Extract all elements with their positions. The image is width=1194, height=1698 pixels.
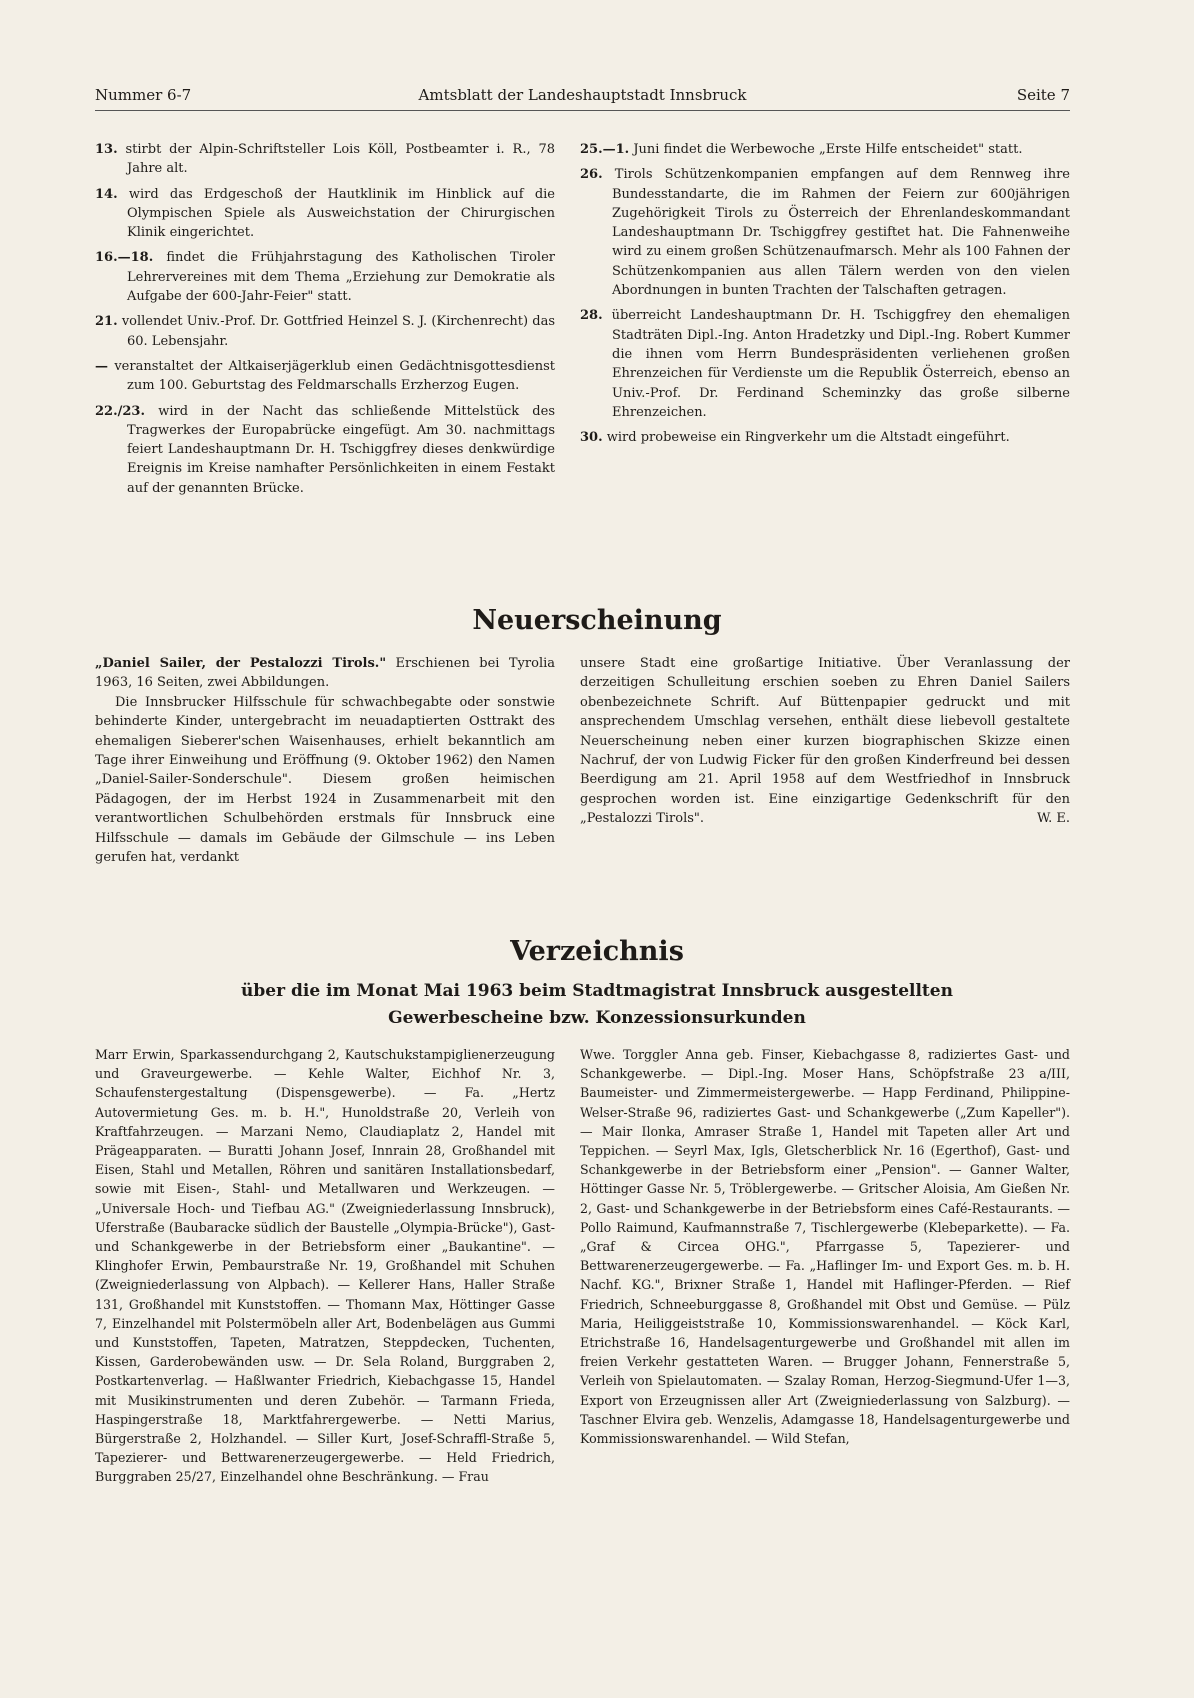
- chronicle-entry: — veranstaltet der Altkaiserjägerklub einen Gedächtnisgottesdienst zum 100. Geburtstag des Feldmarschalls Erzherzog Eugen.: [95, 358, 555, 394]
- chronicle-entry: 30. wird probeweise ein Ringverkehr um die Altstadt eingeführt.: [580, 430, 1010, 446]
- news-paragraph: Die Innsbrucker Hilfsschule für schwachbegabte oder sonstwie behinderte Kinder, untergebracht im neuadaptierten Osttrakt des ehemaligen Sieberer'schen Waisenhauses, erhielt bekanntlich am Tage ihrer Einweihung und Eröffnung (9. Oktober 1962) den Namen „Daniel-Sailer-Sonderschule". Diesem großen heimischen Pädagogen, der im Herbst 1924 in Zusammenarbeit mit den verantwortlichen Schulbehörden erstmals für Innsbruck eine Hilfsschule — damals im Gebäude der Gilmschule — ins Leben gerufen hat, verdankt: [95, 694, 555, 866]
- chronicle-right-column: [580, 140, 1070, 453]
- news-left-column: [95, 654, 555, 867]
- news-paragraph: unsere Stadt eine großartige Initiative. Über Veranlassung der derzeitigen Schulleitung erschien soeben zu Ehren Daniel Sailers obenbezeichnete Schrift. Auf Büttenpapier gedruckt und mit ansprechendem Umschlag versehen, enthält diese liebevoll gestaltete Neuerscheinung neben einer kurzen biographischen Skizze einen Nachruf, der von Ludwig Ficker für den großen Kinderfreund bei dessen Beerdigung am 21. April 1958 auf dem Westfriedhof in Innsbruck gesprochen worden ist. Eine einzigartige Gedenkschrift für den „Pestalozzi Tirols". W. E.: [580, 654, 1070, 829]
- register-subtitle-line2: Gewerbescheine bzw. Konzessionsurkunden: [388, 1008, 806, 1028]
- register-text: Wwe. Torggler Anna geb. Finser, Kiebachgasse 8, radiziertes Gast- und Schankgewerbe. — Dipl.-Ing. Moser Hans, Schöpfstraße 23 a/III, Baumeister- und Zimmermeistergewerbe. — Happ Ferdinand, Philippine-Welser-Straße 96, radiziertes Gast- und Schankgewerbe („Zum Kapeller"). — Mair Ilonka, Amraser Straße 1, Handel mit Tapeten aller Art und Teppichen. — Seyrl Max, Igls, Gletscherblick Nr. 16 (Egerthof), Gast- und Schankgewerbe in der Betriebsform einer „Pension". — Ganner Walter, Höttinger Gasse Nr. 5, Tröblergewerbe. — Gritscher Aloisia, Am Gießen Nr. 2, Gast- und Schankgewerbe in der Betriebsform eines Café-Restaurants. — Pollo Raimund, Kaufmannstraße 7, Tischlergewerbe (Klebeparkette). — Fa. „Graf & Circea OHG.", Pfarrgasse 5, Tapezierer- und Bettwarenerzeugergewerbe. — Fa. „Haflinger Im- und Export Ges. m. b. H. Nachf. KG.", Brixner Straße 1, Handel mit Haflinger-Pferden. — Rief Friedrich, Schneeburggasse 8, Großhandel mit Obst und Gemüse. — Pülz Maria, Heiliggeiststraße 10, Kommissionswarenhandel. — Köck Karl, Etrichstraße 16, Handelsagenturgewerbe und Großhandel mit allen im freien Verkehr gestatteten Waren. — Brugger Johann, Fennerstraße 5, Verleih von Spielautomaten. — Szalay Roman, Herzog-Siegmund-Ufer 1—3, Export von Erzeugnissen aller Art (Zweigniederlassung von Salzburg). — Taschner Elvira geb. Wenzelis, Adamgasse 18, Handelsagenturgewerbe und Kommissionswarenhandel. — Wild Stefan,: [580, 1047, 1070, 1447]
- chronicle-entry: 16.—18. findet die Frühjahrstagung des Katholischen Tiroler Lehrervereines mit dem Thema „Erziehung zur Demokratie als Aufgabe der 600-Jahr-Feier" statt.: [95, 250, 555, 305]
- news-intro: „Daniel Sailer, der Pestalozzi Tirols." Erschienen bei Tyrolia 1963, 16 Seiten, zwei Abbildungen.: [95, 656, 556, 691]
- chronicle-entry: 14. wird das Erdgeschoß der Hautklinik im Hinblick auf die Olympischen Spiele als Ausweichstation der Chirurgischen Klinik eingerichtet.: [95, 186, 555, 241]
- register-right-column: [580, 1045, 1070, 1448]
- chronicle-entry: 21. vollendet Univ.-Prof. Dr. Gottfried Heinzel S. J. (Kirchenrecht) das 60. Lebensjahr.: [95, 314, 555, 349]
- chronicle-entry: 28. überreicht Landeshauptmann Dr. H. Tschiggfrey den ehemaligen Stadträten Dipl.-Ing. Anton Hradetzky und Dipl.-Ing. Robert Kummer die ihnen vom Herrn Bundespräsidenten verliehenen großen Ehrenzeichen für Verdienste um die Republik Österreich, ebenso an Univ.-Prof. Dr. Ferdinand Scheminzky das große silberne Ehrenzeichen.: [580, 308, 1070, 420]
- signature: W. E.: [1037, 811, 1070, 827]
- news-right-column: [580, 654, 1070, 829]
- register-subtitle-line1: über die im Monat Mai 1963 beim Stadtmagistrat Innsbruck ausgestellten: [241, 981, 953, 1001]
- chronicle-left-column: [95, 140, 555, 504]
- news-section-title: Neuerscheinung: [472, 605, 722, 636]
- chronicle-entry: 26. Tirols Schützenkompanien empfangen auf dem Rennweg ihre Bundesstandarte, die im Rahmen der Feiern zur 600jährigen Zugehörigkeit Tirols zu Österreich der Ehrenlandeskommandant Landeshauptmann Dr. Tschiggfrey gestiftet hat. Die Fahnenweihe wird zu einem großen Schützenaufmarsch. Mehr als 100 Fahnen der Schützenkompanien aus allen Tälern werden von den vielen Abordnungen in bunten Trachten der Talschaften getragen.: [580, 167, 1070, 299]
- chronicle-entry: 13. stirbt der Alpin-Schriftsteller Lois Köll, Postbeamter i. R., 78 Jahre alt.: [95, 142, 555, 177]
- issue-number: Nummer 6-7: [95, 86, 192, 104]
- chronicle-entry: 25.—1. Juni findet die Werbewoche „Erste Hilfe entscheidet" statt.: [580, 142, 1023, 157]
- register-section-title: Verzeichnis: [510, 936, 684, 967]
- chronicle-entry: 22./23. wird in der Nacht das schließende Mittelstück des Tragwerkes der Europabrücke eingefügt. Am 30. nachmittags feiert Landeshauptmann Dr. H. Tschiggfrey dieses denkwürdige Ereignis im Kreise namhafter Persönlichkeiten in einem Festakt auf der genannten Brücke.: [95, 403, 555, 496]
- page-number: Seite 7: [1016, 86, 1070, 104]
- register-text: Marr Erwin, Sparkassendurchgang 2, Kautschukstampiglienerzeugung und Graveurgewerbe. — Kehle Walter, Eichhof Nr. 3, Schaufenstergestaltung (Dispensgewerbe). — Fa. „Hertz Autovermietung Ges. m. b. H.", Hunoldstraße 20, Verleih von Kraftfahrzeugen. — Marzani Nemo, Claudiaplatz 2, Handel mit Prägeapparaten. — Buratti Johann Josef, Innrain 28, Großhandel mit Eisen, Stahl und Metallen, Röhren und sanitären Installationsbedarf, sowie mit Eisen-, Stahl- und Metallwaren und Werkzeugen. — „Universale Hoch- und Tiefbau AG." (Zweigniederlassung Innsbruck), Uferstraße (Baubaracke südlich der Baustelle „Olympia-Brücke"), Gast- und Schankgewerbe in der Betriebsform einer „Baukantine". — Klinghofer Erwin, Pembaurstraße Nr. 19, Großhandel mit Schuhen (Zweigniederlassung von Alpbach). — Kellerer Hans, Haller Straße 131, Großhandel mit Kunststoffen. — Thomann Max, Höttinger Gasse 7, Einzelhandel mit Polstermöbeln aller Art, Bodenbelägen aus Gummi und Kunststoffen, Tapeten, Matratzen, Steppdecken, Tuchenten, Kissen, Garderobewänden usw. — Dr. Sela Roland, Burggraben 2, Postkartenverlag. — Haßlwanter Friedrich, Kiebachgasse 15, Handel mit Musikinstrumenten und deren Zubehör. — Tarmann Frieda, Haspingerstraße 18, Marktfahrergewerbe. — Netti Marius, Bürgerstraße 2, Holzhandel. — Siller Kurt, Josef-Schraffl-Straße 5, Tapezierer- und Bettwarenerzeugergewerbe. — Held Friedrich, Burggraben 25/27, Einzelhandel ohne Beschränkung. — Frau: [95, 1047, 555, 1485]
- page-header: [95, 86, 1070, 111]
- register-left-column: [95, 1045, 555, 1487]
- publication-title: Amtsblatt der Landeshauptstadt Innsbruck: [418, 86, 747, 104]
- book-title: „Daniel Sailer, der Pestalozzi Tirols.": [95, 656, 387, 671]
